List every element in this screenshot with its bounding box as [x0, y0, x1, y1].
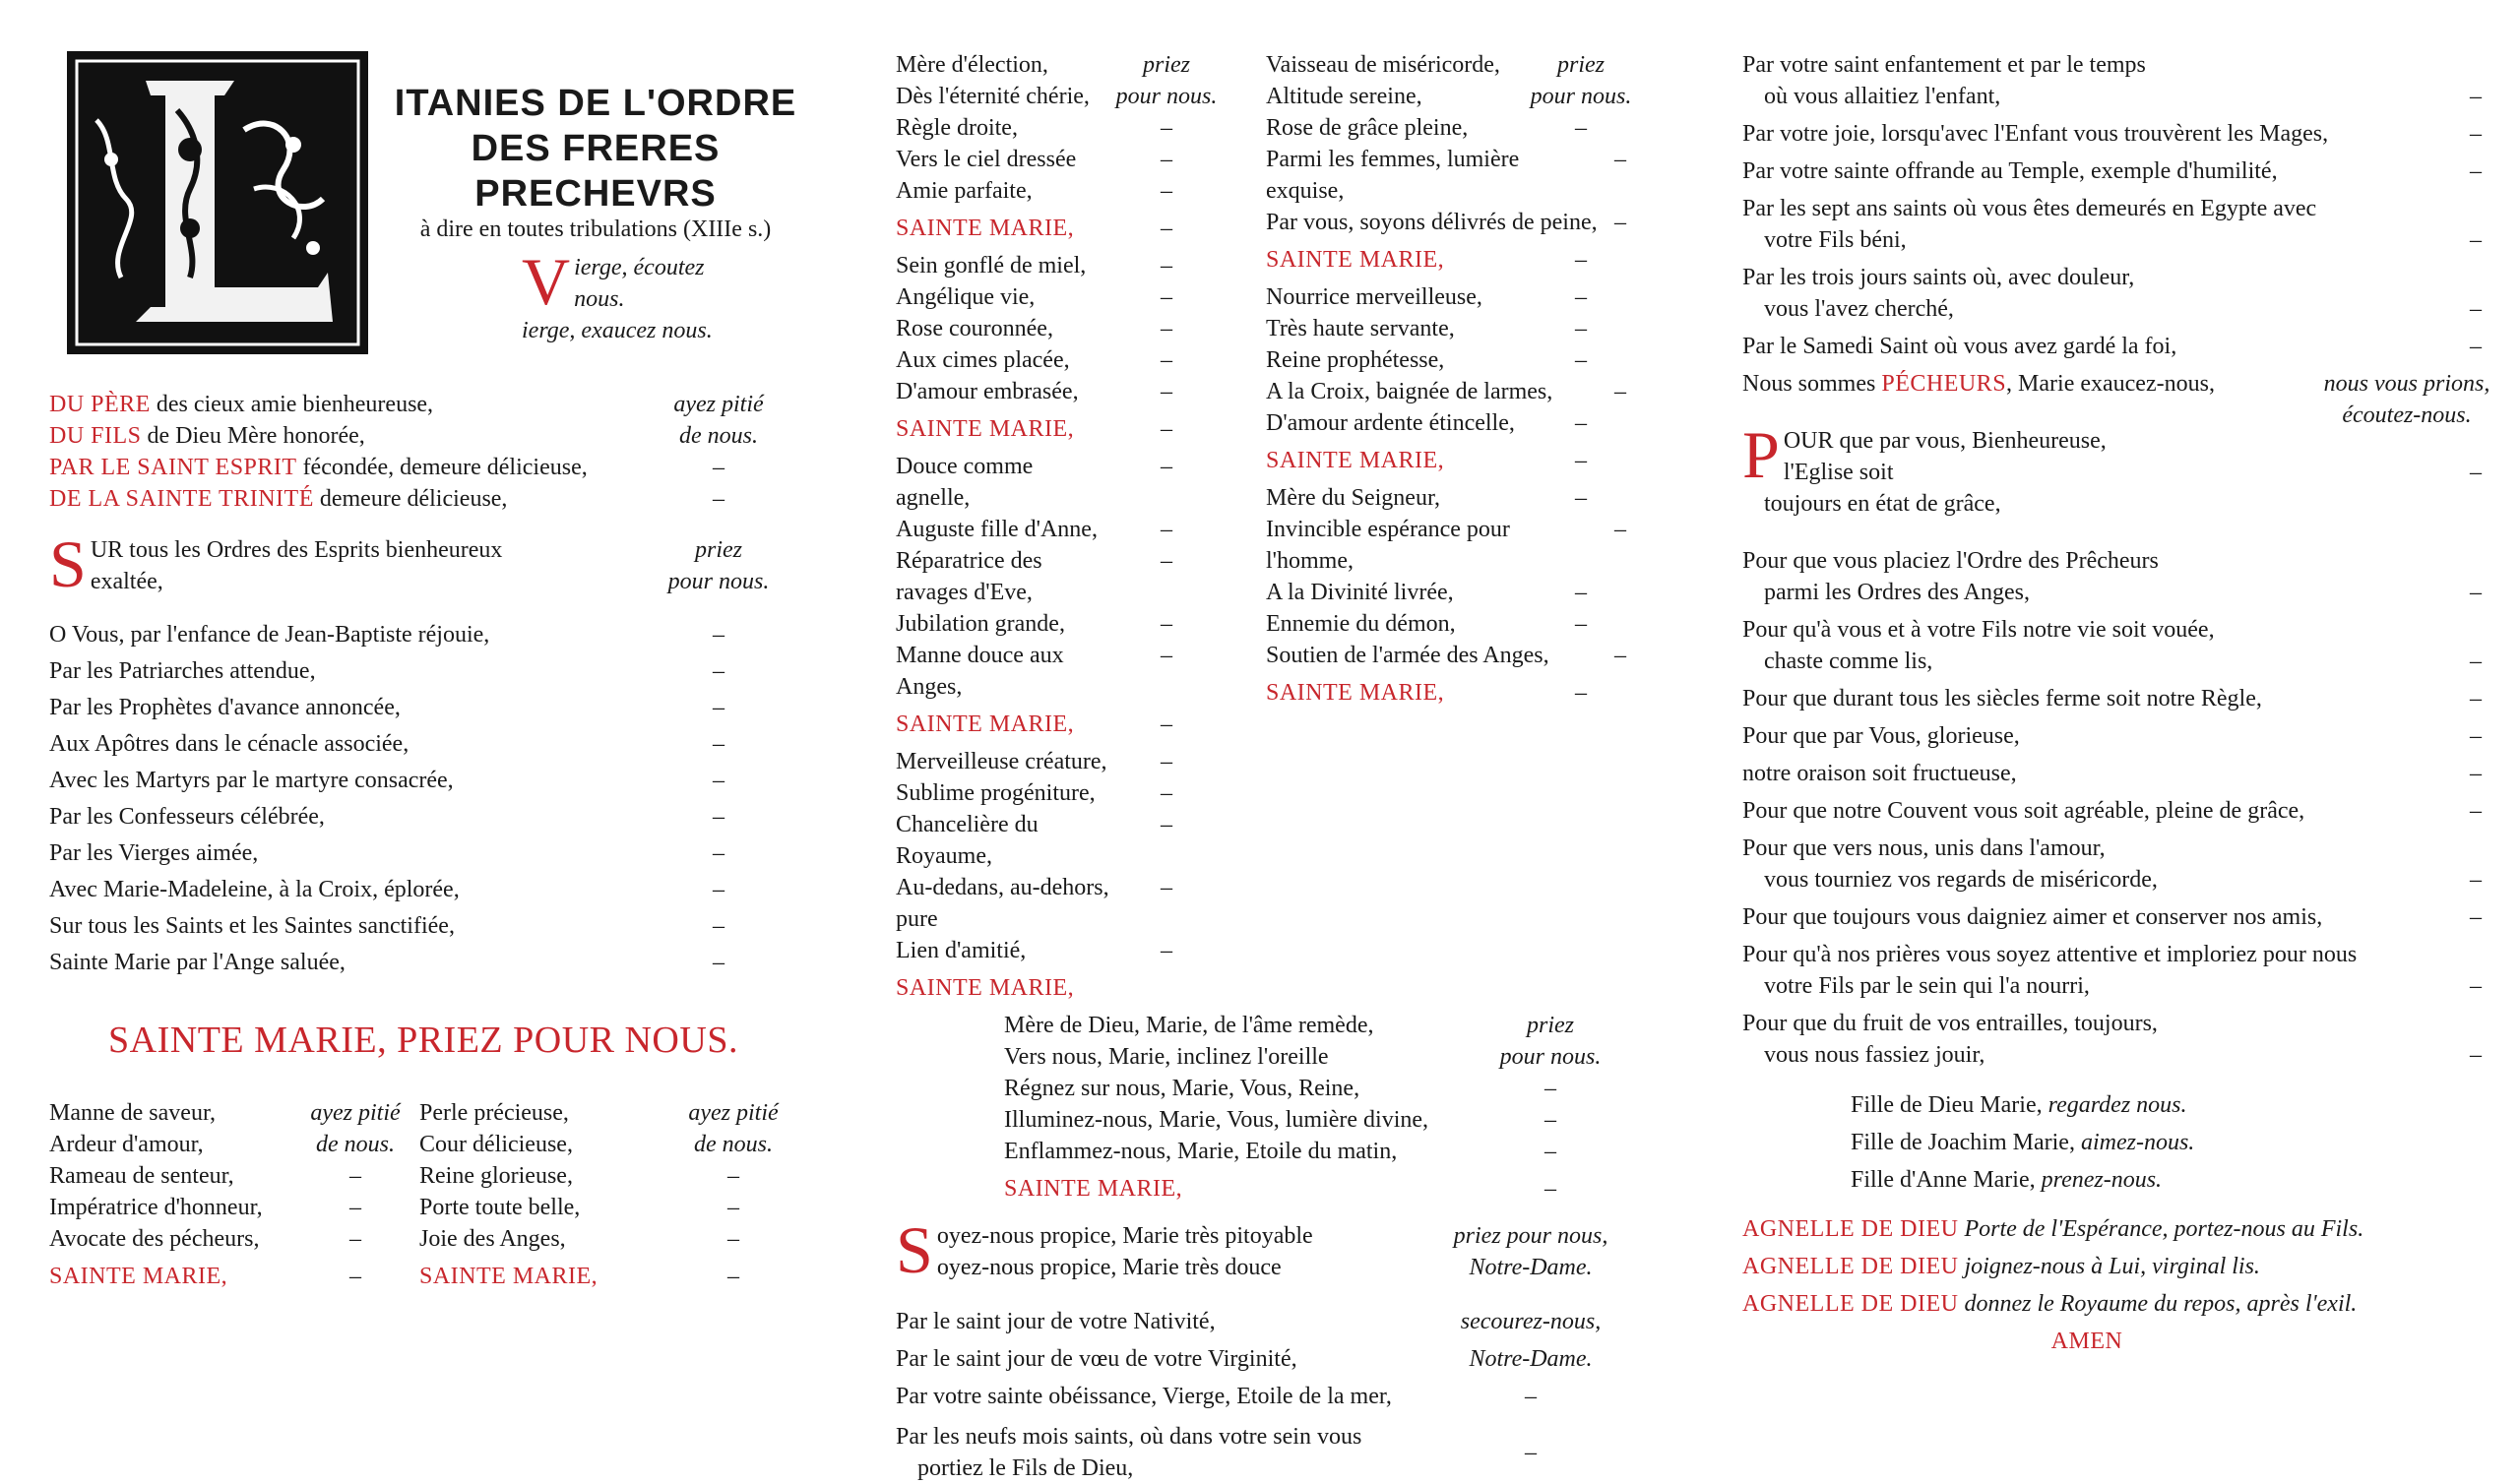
col2-right: Vaisseau de miséricorde, priez Altitude sereine, pour nous. Rose de grâce pleine, – Parmi les femmes, lumière exquise, – Par vous, soyons délivrés de peine, – SAINTE MARIE, – Nourrice merveilleuse, – Très haute servante, – Reine prophétesse, – A la Croix, baignée de larmes, – D'amour ardente étincelle, – SAINTE MARIE, – Mère du Seigneur, – Invincible espérance pour l'homme, – A la Divinité livrée, – Ennemie du démon, – Soutien de l'armée des Anges, – SAINTE MARIE, – [1266, 52, 1632, 706]
two-col-table [49, 1097, 797, 1298]
neuf-mois-line-1: Par les neufs mois saints, où dans votre sein vous [896, 1424, 1362, 1450]
list-block [49, 617, 797, 981]
response: – [713, 486, 724, 512]
list-item: Par les Prophètes d'avance annoncée, – [49, 695, 724, 720]
right-table: Perle précieuse, ayez pitié Cour délicieuse, de nous. Reine glorieuse, – Porte toute belle, – Joie des Anges, – SAINTE MARIE, – [419, 1100, 779, 1289]
pecheurs-line: Nous sommes PÉCHEURS, Marie exaucez-nous, nous vous prions, écoutez-nous. [1742, 371, 2490, 428]
line-text: demeure délicieuse, [313, 486, 508, 512]
page-title [389, 81, 802, 216]
col2-left: Mère d'élection, priez Dès l'éternité chérie, pour nous. Règle droite, – Vers le ciel dressée – Amie parfaite, – SAINTE MARIE, – Sein gonflé de miel, – Angélique vie, – Rose couronnée, – Aux cimes placée, – D'amour embrasée, – SAINTE MARIE, – Douce comme agnelle, – Auguste fille d'Anne, – Réparatrice des ravages d'Eve, – Jubilation grande, – Manne douce aux Anges, – SAINTE MARIE, – Merveilleuse créature, – Sublime progéniture, – Chancelière du Royaume, – Au-dedans, au-dehors, pure – Lien d'amitié, – SAINTE MARIE, [896, 52, 1218, 1001]
line-text: de Dieu Mère honorée, [141, 423, 365, 449]
column-2 [896, 49, 1673, 1484]
response: de nous. [679, 423, 758, 449]
sur-line-2: exaltée, [90, 569, 163, 594]
list-item: Aux Apôtres dans le cénacle associée, – [49, 731, 724, 757]
title-line-3: PRECHEVRS [474, 173, 717, 215]
list-item: Par les Patriarches attendue, – [49, 658, 724, 684]
enfantement-block: Par votre saint enfantement et par le temps où vous allaitiez l'enfant, – Par votre joie, lorsqu'avec l'Enfant vous trouvèrent les Mages, – Par votre sainte offrande au Temple, exemple d'humilité, – Par les sept ans saints où vous êtes demeurés en Egypte avec votre Fils béni, – Par les trois jours saints où, avec douleur, vous l'avez cherché, – Par le Samedi Saint où vous avez gardé la foi, – [1742, 52, 2482, 359]
col2-block-c: Mère de Dieu, Marie, de l'âme remède, priez Vers nous, Marie, inclinez l'oreille pour nous. Régnez sur nous, Marie, Vous, Reine, – Illuminez-nous, Marie, Vous, lumière divine, – Enflammez-nous, Marie, Etoile du matin, – SAINTE MARIE, – [1004, 1013, 1602, 1202]
soyez-block [896, 1212, 1624, 1287]
drop-cap-v: V [522, 244, 571, 319]
response: – [713, 455, 724, 480]
drop-cap-p: P [1742, 417, 1780, 492]
nativite-block: Par le saint jour de votre Nativité, secourez-nous, Par le saint jour de vœu de votre Virginité, Notre-Dame. Par votre sainte obéissance, Vierge, Etoile de la mer, – Par les neufs mois saints, où dans votre sein vous portiez le Fils de Dieu, – [896, 1303, 1624, 1484]
sur-resp-1: priez [695, 537, 742, 563]
list-item: Par les Confesseurs célébrée, – [49, 804, 724, 830]
vierge-exaucez: ierge, exaucez nous. [522, 318, 713, 343]
intro-line [49, 452, 797, 483]
drop-cap-s: S [49, 526, 87, 601]
list-item: Avec les Martyrs par le martyre consacrée, – [49, 768, 724, 793]
intro-block [49, 389, 797, 515]
invocation-vierge [522, 244, 713, 346]
fille-block: Fille de Dieu Marie, regardez nous. Fille de Joachim Marie, aimez-nous. Fille d'Anne Marie, prenez-nous. [1851, 1092, 2195, 1193]
sur-resp-2: pour nous. [667, 569, 770, 594]
red-label: PAR LE SAINT ESPRIT [49, 455, 297, 480]
sur-block [49, 526, 797, 601]
intro-line [49, 389, 797, 420]
list-item: Avec Marie-Madeleine, à la Croix, éplorée, – [49, 877, 724, 902]
column-3 [1742, 49, 2500, 1360]
line-text: fécondée, demeure délicieuse, [296, 455, 588, 480]
list-item: Sur tous les Saints et les Saintes sanctifiée, – [49, 913, 724, 939]
vierge-ecoutez: ierge, écoutez nous. [574, 255, 705, 312]
sur-line-1: UR tous les Ordres des Esprits bienheureux [90, 537, 503, 563]
soyez-resp-1: priez pour nous, [1453, 1223, 1608, 1249]
soyez-line-1: oyez-nous propice, Marie très pitoyable [936, 1223, 1313, 1249]
response: ayez pitié [673, 392, 764, 417]
pour-drop-block: P OUR que par vous, Bienheureuse, l'Eglise soit toujours en état de grâce, – [1742, 417, 2482, 517]
amen: AMEN [2050, 1329, 2123, 1354]
red-label: DU PÈRE [49, 392, 151, 417]
drop-cap-s: S [896, 1212, 933, 1287]
list-item: Par les Vierges aimée, – [49, 840, 724, 866]
subtitle: à dire en toutes tribulations (XIIIe s.) [419, 216, 772, 242]
intro-line [49, 420, 797, 452]
left-table: Manne de saveur, ayez pitié Ardeur d'amour, de nous. Rameau de senteur, – Impératrice d'honneur, – Avocate des pécheurs, – SAINTE MARIE, – [49, 1100, 401, 1289]
ornate-letter-l-icon [67, 51, 368, 354]
neuf-mois-line-2: portiez le Fils de Dieu, [917, 1455, 1134, 1481]
line-text: des cieux amie bienheureuse, [150, 392, 434, 417]
title-line-2: DES FRERES [471, 128, 721, 169]
pour-block: Pour que vous placiez l'Ordre des Prêcheurs parmi les Ordres des Anges, – Pour qu'à vous et à votre Fils notre vie soit vouée, chaste comme lis, – Pour que durant tous les siècles ferme soit notre Règle, – Pour que par Vous, glorieuse, – notre oraison soit fructueuse, – Pour que notre Couvent vous soit agréable, pleine de grâce, – Pour que vers nous, unis dans l'amour, vous tourniez vos regards de miséricorde, – Pour que toujours vous daigniez aimer et conserver nos amis, – Pour qu'à nos prières vous soyez attentive et imploriez pour nous votre Fils par le sein qui l'a nourri, – Pour que du fruit de vos entrailles, toujours, vous nous fassiez jouir, – [1742, 548, 2482, 1068]
red-label: DE LA SAINTE TRINITÉ [49, 486, 314, 512]
big-red-heading: SAINTE MARIE, PRIEZ POUR NOUS. [108, 1020, 738, 1061]
list-item: Sainte Marie par l'Ange saluée, – [49, 950, 724, 975]
title-line-1: ITANIES DE L'ORDRE [394, 83, 797, 124]
list-item: O Vous, par l'enfance de Jean-Baptiste réjouie, – [49, 622, 724, 648]
soyez-resp-2: Notre-Dame. [1469, 1255, 1593, 1280]
soyez-line-2: oyez-nous propice, Marie très douce [936, 1255, 1282, 1280]
agnelle-block: AGNELLE DE DIEU Porte de l'Espérance, portez-nous au Fils. AGNELLE DE DIEU joignez-nous à Lui, virginal lis. AGNELLE DE DIEU donnez le Royaume du repos, après l'exil. AMEN [1742, 1210, 2500, 1360]
intro-line [49, 483, 797, 515]
red-label: DU FILS [49, 423, 142, 449]
column-1 [49, 389, 797, 1298]
